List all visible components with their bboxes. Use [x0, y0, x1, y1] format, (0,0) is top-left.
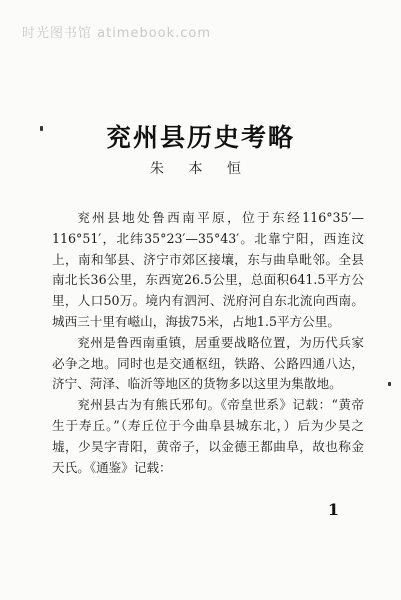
- margin-speck: [388, 382, 391, 386]
- page-number: 1: [327, 500, 339, 519]
- article-body: [52, 208, 364, 478]
- paragraph: 兖州是鲁西南重镇，居重要战略位置，为历代兵家必争之地。同时也是交通枢纽，铁路、公路四通八达，济宁、菏泽、临沂等地区的货物多以这里为集散地。: [52, 334, 364, 392]
- watermark-text: 时光图书馆 atimebook.com: [22, 26, 212, 41]
- paragraph: 兖州县地处鲁西南平原，位于东经116°35′—116°51′，北纬35°23′—35°43′。北靠宁阳，西连汶上，南和邹县、济宁市郊区接壤，东与曲阜毗邻。全县南北长36公里，东西宽26.5公里，总面积641.5平方公里，人口50万。境内有泗河、洸府河自东北流向西南。城西三十里有嵫山，海拔75米，占地1.5平方公里。: [52, 210, 364, 329]
- article-title: 兖州县历史考略: [105, 123, 295, 152]
- paragraph: 兖州县古为有熊氏邪旬。《帝皇世系》记载：“黄帝生于寿丘。”（寿丘位于今曲阜县城东北，）后为少昊之墟，少昊字青阳，黄帝子，以金德王都曲阜，故也称金天氏。《通鉴》记载：: [52, 397, 364, 475]
- article-author: 朱 本 恒: [150, 161, 251, 177]
